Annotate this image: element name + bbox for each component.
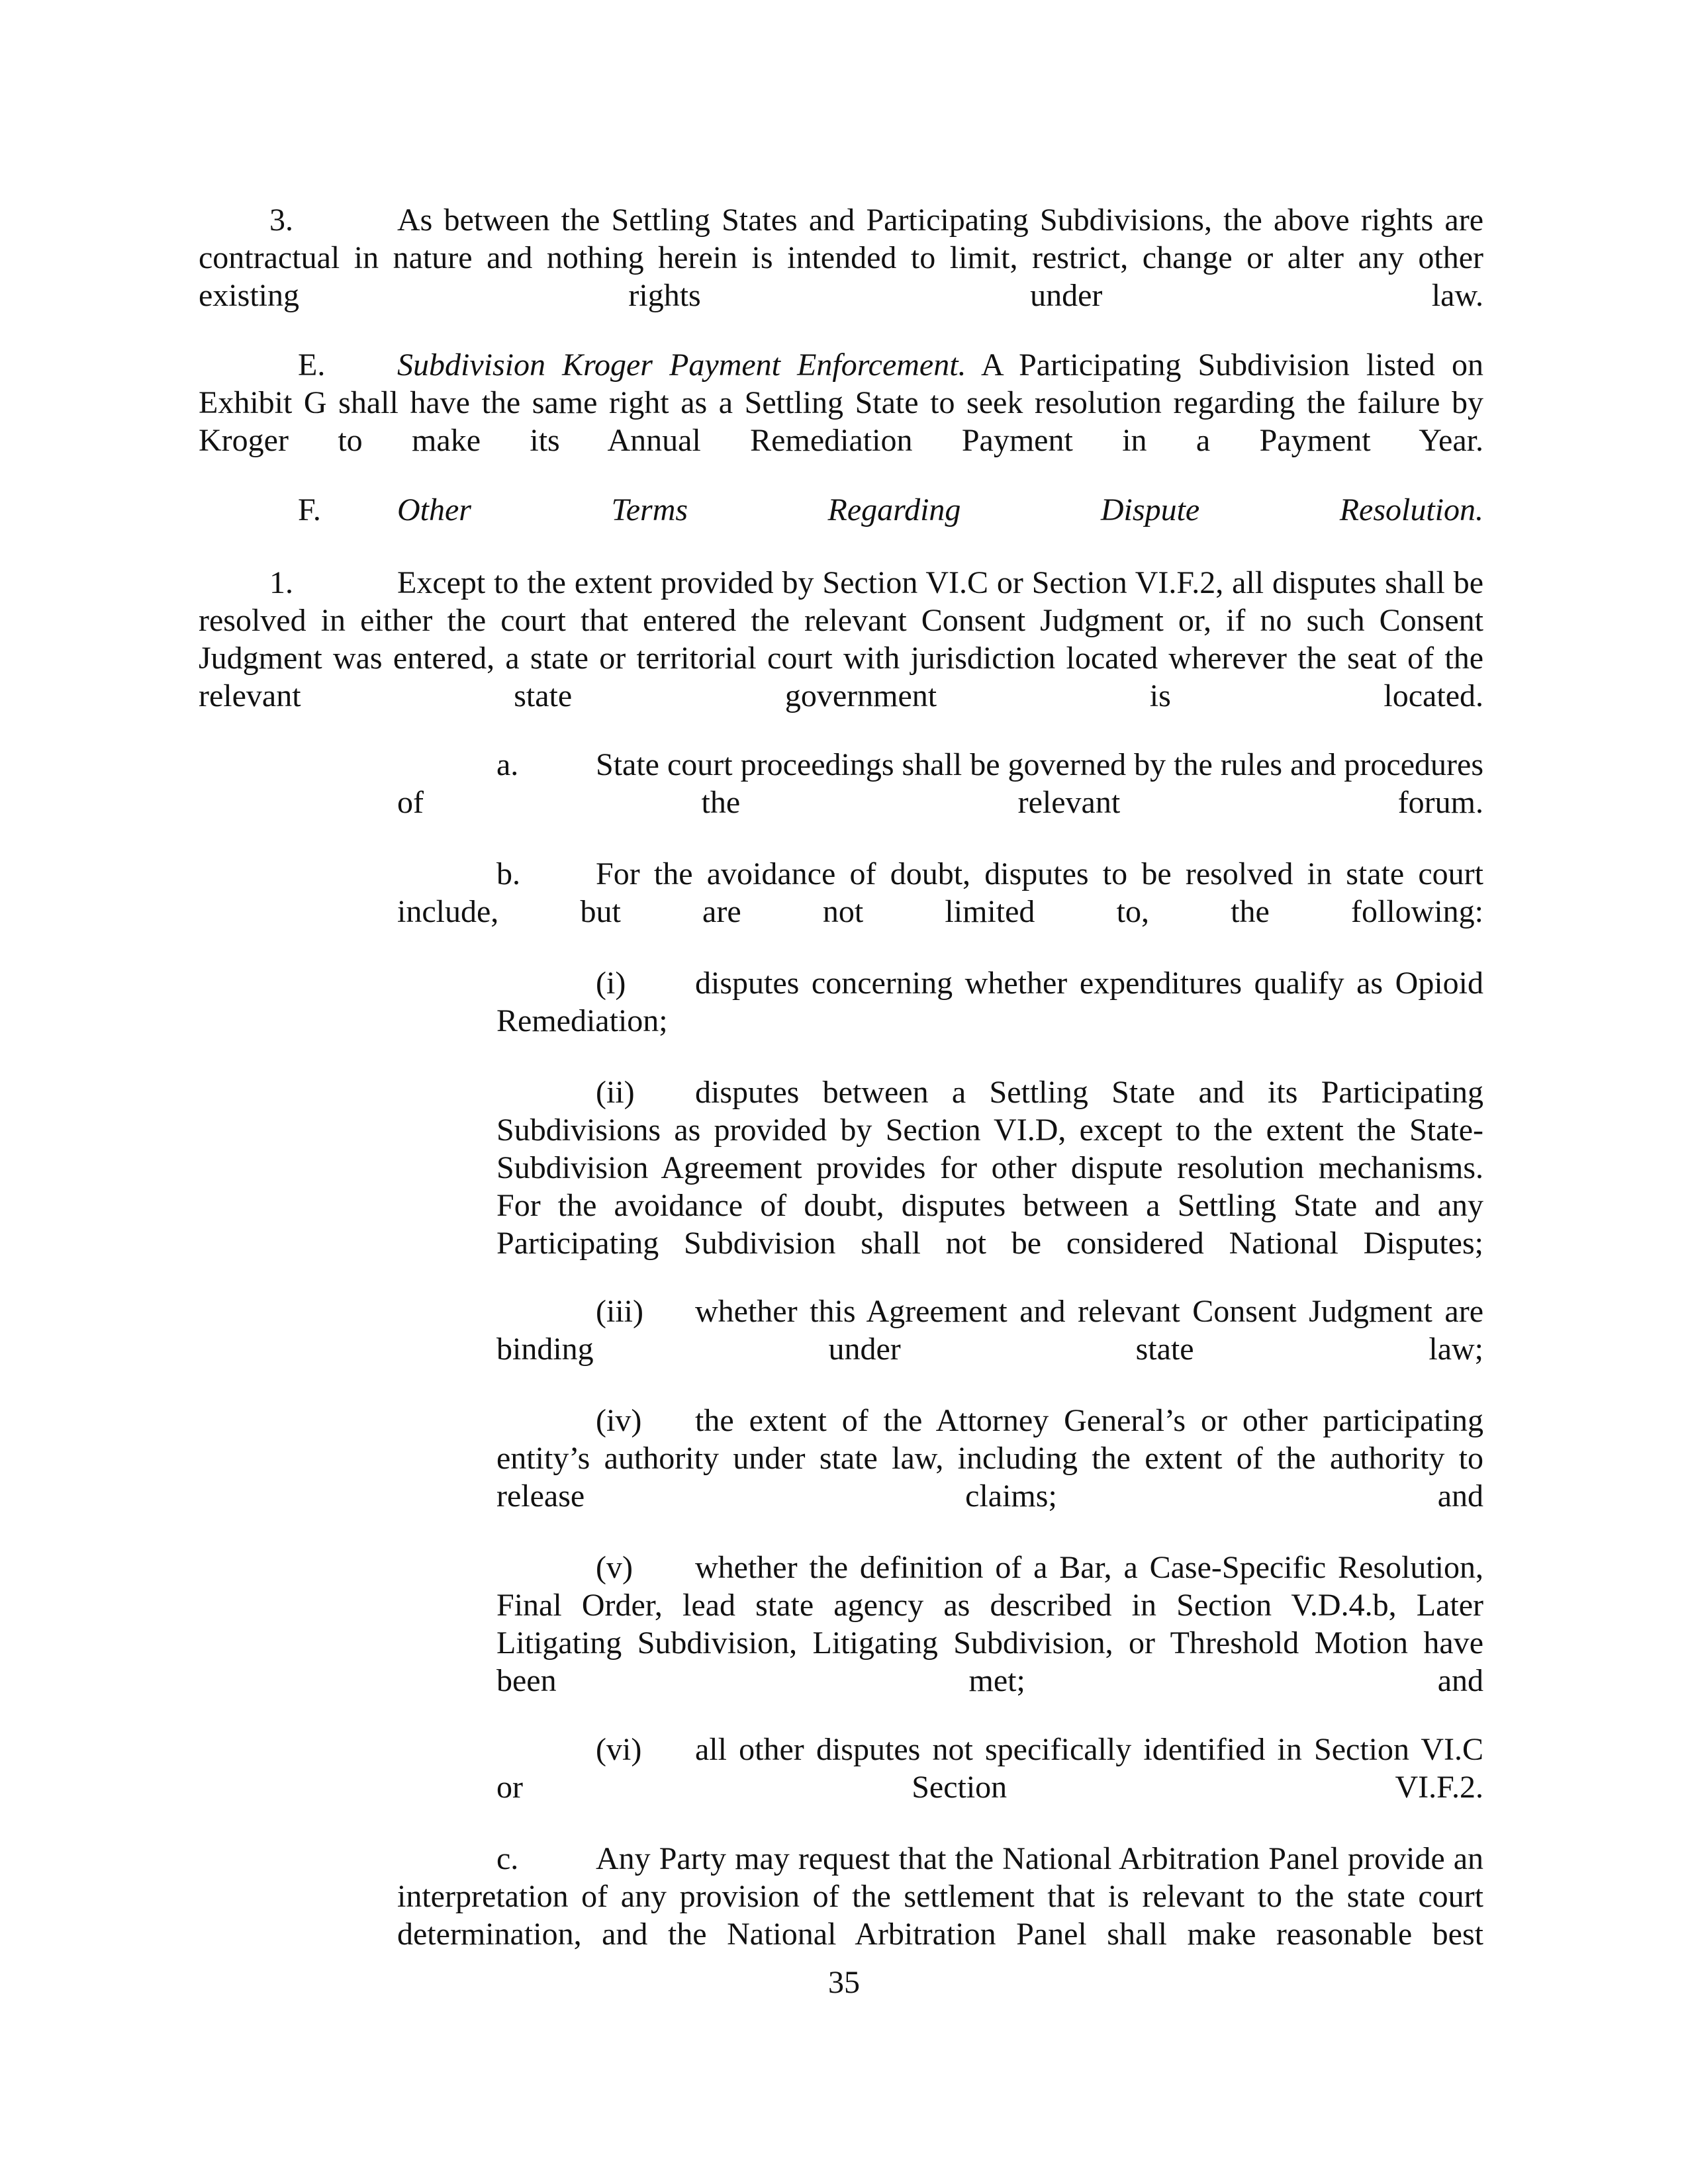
paragraph-number: b. bbox=[496, 856, 520, 891]
paragraph-number: (i) bbox=[596, 966, 626, 1001]
paragraph-iii bbox=[496, 1293, 1483, 1406]
paragraph-1 bbox=[199, 564, 1483, 752]
paragraph-text: all other disputes not specifically identified in Section VI.C or Section VI.F.2. bbox=[496, 1732, 1483, 1805]
paragraph-3 bbox=[199, 201, 1483, 352]
paragraph-text: disputes between a Settling State and its Participating Subdivisions as provided by Section VI.D, except to the extent the State-Subdivision Agreement provides for other dispute resolution mechanisms. For the avoidance of doubt, disputes between a Settling State and any Participating Subdivision shall not be considered National Disputes; bbox=[496, 1075, 1483, 1261]
page-number: 35 bbox=[828, 1965, 860, 2000]
paragraph-number: (ii) bbox=[596, 1075, 635, 1110]
paragraph-number: 3. bbox=[269, 203, 293, 238]
paragraph-number: c. bbox=[496, 1841, 519, 1876]
paragraph-text: the extent of the Attorney General’s or other participating entity’s authority under state law, including the extent of the authority to release claims; and bbox=[496, 1403, 1483, 1514]
paragraph-ii bbox=[496, 1073, 1483, 1300]
paragraph-number: a. bbox=[496, 747, 519, 782]
paragraph-text: Any Party may request that the National Arbitration Panel provide an interpretation of any provision of the settlement that is relevant to the state court determination, and the National Arbitration Panel shall make reasonable best bbox=[397, 1841, 1483, 1952]
paragraph-iv bbox=[496, 1402, 1483, 1553]
paragraph-b bbox=[397, 855, 1483, 968]
paragraph-text: whether this Agreement and relevant Consent Judgment are binding under state law; bbox=[496, 1294, 1483, 1367]
paragraph-number: E. bbox=[298, 347, 326, 383]
paragraph-f bbox=[199, 491, 1483, 567]
paragraph-number: (v) bbox=[596, 1550, 633, 1585]
paragraph-number: (iii) bbox=[596, 1294, 643, 1329]
paragraph-text: A Participating Subdivision listed on Exhibit G shall have the same right as a Settling State to seek resolution regarding the failure by Kroger to make its Annual Remediation Payment in a Payment Year. bbox=[199, 347, 1483, 458]
section-heading: Subdivision Kroger Payment Enforcement. bbox=[397, 347, 966, 383]
paragraph-vi bbox=[496, 1731, 1483, 1844]
paragraph-number: 1. bbox=[269, 565, 293, 600]
paragraph-a bbox=[397, 746, 1483, 859]
paragraph-v bbox=[496, 1549, 1483, 1737]
paragraph-number: (iv) bbox=[596, 1403, 642, 1438]
paragraph-text: As between the Settling States and Participating Subdivisions, the above rights are contractual in nature and nothing herein is intended to limit, restrict, change or alter any other existing rights under law. bbox=[199, 203, 1483, 313]
paragraph-text: State court proceedings shall be governed by the rules and procedures of the relevant forum. bbox=[397, 747, 1483, 820]
paragraph-text: whether the definition of a Bar, a Case-Specific Resolution, Final Order, lead state agency as described in Section V.D.4.b, Later Litigating Subdivision, Litigating Subdivision, or Threshold Motion have been met; and bbox=[496, 1550, 1483, 1698]
paragraph-number: (vi) bbox=[596, 1732, 642, 1767]
paragraph-text: disputes concerning whether expenditures qualify as Opioid Remediation; bbox=[496, 966, 1483, 1038]
paragraph-text: Except to the extent provided by Section VI.C or Section VI.F.2, all disputes shall be resolved in either the court that entered the relevant Consent Judgment or, if no such Consent Judgment was entered, a state or territorial court with jurisdiction located wherever the seat of the relevant state government is located. bbox=[199, 565, 1483, 713]
paragraph-e bbox=[199, 346, 1483, 497]
paragraph-text: For the avoidance of doubt, disputes to be resolved in state court include, but are not limited to, the following: bbox=[397, 856, 1483, 929]
paragraph-number: F. bbox=[298, 492, 321, 527]
paragraph-i bbox=[496, 964, 1483, 1077]
section-heading: Other Terms Regarding Dispute Resolution. bbox=[397, 492, 1483, 527]
